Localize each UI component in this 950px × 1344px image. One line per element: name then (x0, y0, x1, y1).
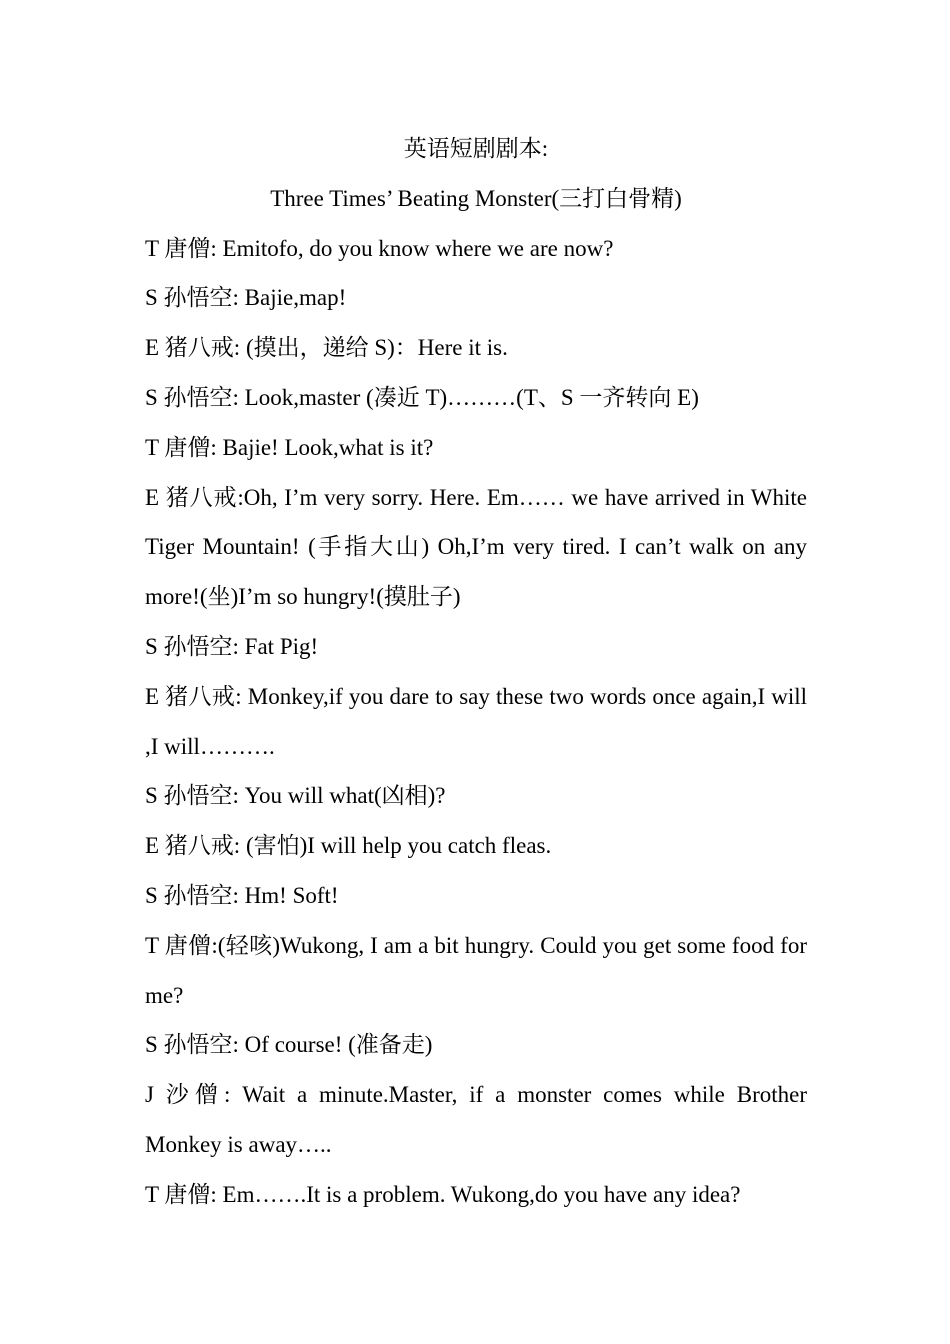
dialogue-line-2: S 孙悟空: Bajie,map! (145, 285, 347, 311)
dialogue-line-13: S 孙悟空: Of course! (准备走) (145, 1032, 433, 1058)
dialogue-line-8: E 猪八戒: Monkey,if you dare to say these two words once again,I will ,I will………. (145, 683, 807, 759)
dialogue-line-10: E 猪八戒: (害怕)I will help you catch fleas. (145, 833, 552, 859)
dialogue-line-14: J 沙僧: Wait a minute.Master, if a monster comes while Brother Monkey is away….. (145, 1082, 807, 1157)
dialogue-line-9: S 孙悟空: You will what(凶相)? (145, 783, 446, 809)
dialogue-line-7: S 孙悟空: Fat Pig! (145, 633, 319, 659)
dialogue-line-5: T 唐僧: Bajie! Look,what is it? (145, 434, 434, 460)
dialogue-line-4: S 孙悟空: Look,master (凑近 T)………(T、S 一齐转向 E) (145, 384, 699, 410)
dialogue-line-3: E 猪八戒: (摸出，递给 S)：Here it is. (145, 335, 508, 361)
dialogue-line-15: T 唐僧: Em…….It is a problem. Wukong,do you have any idea? (145, 1181, 741, 1207)
document-page (145, 124, 807, 1220)
dialogue-line-12: T 唐僧:(轻咳)Wukong, I am a bit hungry. Could you get some food for me? (145, 932, 807, 1008)
document-title: 英语短剧剧本: (403, 136, 549, 161)
dialogue-line-11: S 孙悟空: Hm! Soft! (145, 882, 339, 908)
dialogue-line-1: T 唐僧: Emitofo, do you know where we are now? (145, 235, 614, 261)
dialogue-line-6: E 猪八戒:Oh, I’m very sorry. Here. Em…… we have arrived in White Tiger Mountain! (手指大山) Oh,I’m very tired. I can’t walk on any more!(坐)I’m so hungry!(摸肚子) (145, 484, 807, 610)
document-subtitle: Three Times’ Beating Monster(三打白骨精) (270, 185, 682, 211)
